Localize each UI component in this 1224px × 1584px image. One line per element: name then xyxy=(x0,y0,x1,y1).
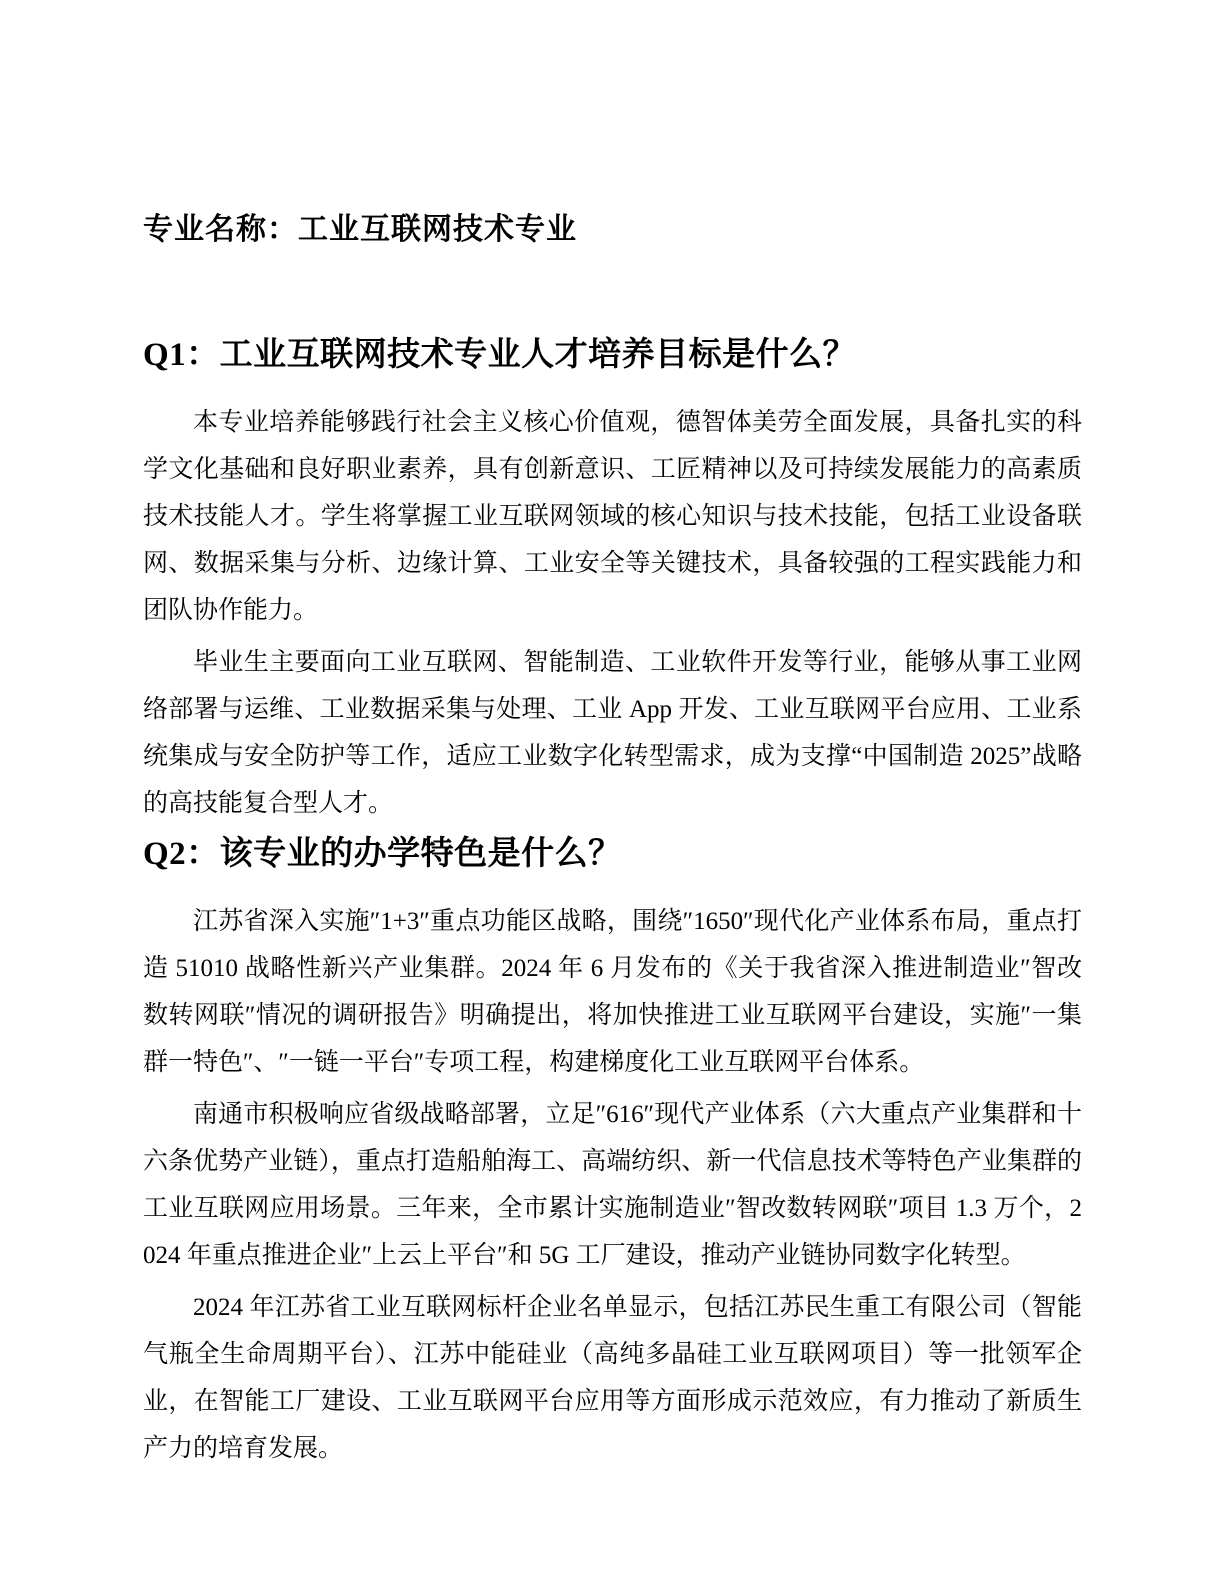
q2-paragraph-3: 2024 年江苏省工业互联网标杆企业名单显示，包括江苏民生重工有限公司（智能气瓶全生命周期平台）、江苏中能硅业（高纯多晶硅工业互联网项目）等一批领军企业，在智能工厂建设、工业互联网平台应用等方面形成示范效应，有力推动了新质生产力的培育发展。 xyxy=(143,1294,1082,1462)
q2-paragraph-1: 江苏省深入实施″1+3″重点功能区战略，围绕″1650″现代化产业体系布局，重点打造 51010 战略性新兴产业集群。2024 年 6 月发布的《关于我省深入推进制造业″智改数转网联″情况的调研报告》明确提出，将加快推进工业互联网平台建设，实施″一集群一特色″、″一链一平台″专项工程，构建梯度化工业互联网平台体系。 xyxy=(143,908,1082,1076)
q2-paragraph-2: 南通市积极响应省级战略部署，立足″616″现代产业体系（六大重点产业集群和十六条优势产业链），重点打造船舶海工、高端纺织、新一代信息技术等特色产业集群的工业互联网应用场景。三年来，全市累计实施制造业″智改数转网联″项目 1.3 万个，2024 年重点推进企业″上云上平台″和 5G 工厂建设，推动产业链协同数字化转型。 xyxy=(143,1101,1082,1269)
q1-paragraph-1: 本专业培养能够践行社会主义核心价值观，德智体美劳全面发展，具备扎实的科学文化基础和良好职业素养，具有创新意识、工匠精神以及可持续发展能力的高素质技术技能人才。学生将掌握工业互联网领域的核心知识与技术技能，包括工业设备联网、数据采集与分析、边缘计算、工业安全等关键技术，具备较强的工程实践能力和团队协作能力。 xyxy=(143,409,1082,624)
document-title: 专业名称：工业互联网技术专业 xyxy=(143,213,577,246)
q1-heading: Q1：工业互联网技术专业人才培养目标是什么？ xyxy=(143,337,857,373)
q1-paragraph-2: 毕业生主要面向工业互联网、智能制造、工业软件开发等行业，能够从事工业网络部署与运维、工业数据采集与处理、工业 App 开发、工业互联网平台应用、工业系统集成与安全防护等工作，适应工业数字化转型需求，成为支撑“中国制造 2025”战略的高技能复合型人才。 xyxy=(143,649,1082,817)
q2-heading: Q2：该专业的办学特色是什么？ xyxy=(143,836,622,872)
section-q2 xyxy=(143,832,1082,1472)
section-q1 xyxy=(143,333,1082,827)
